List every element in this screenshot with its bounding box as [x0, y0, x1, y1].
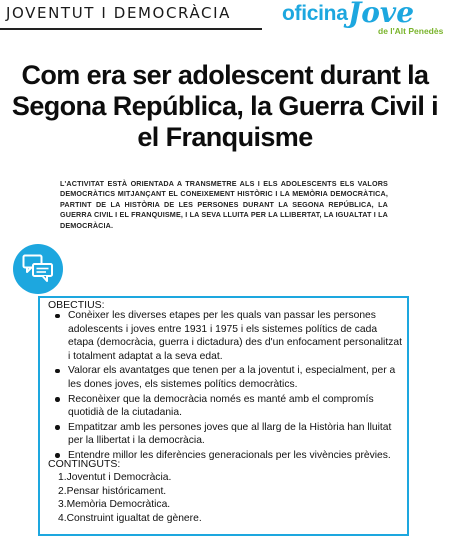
- objective-item: Conèixer les diverses etapes per les quals van passar les persones adolescents i joves entre 1931 i 1975 i els sistemes polítics de cada etapa (democràcia, guerra i dictadura) des d'un enfocament personalitzat i totalment adaptat a la seva edat.: [50, 309, 402, 363]
- logo-word-oficina: oficina: [282, 2, 348, 25]
- content-item: 4.Construint igualtat de gènere.: [58, 512, 202, 524]
- content-item: 2.Pensar históricament.: [58, 485, 167, 497]
- logo-word-jove: Jove: [348, 0, 415, 29]
- objective-item: Valorar els avantatges que tenen per a la joventut i, especialment, per a les dones joves, els sistemes polítics democràtics.: [50, 364, 402, 391]
- objective-item: Empatitzar amb les persones joves que al llarg de la Història han lluitat per la llibertat i la democràcia.: [50, 421, 402, 448]
- chat-bubbles-icon: [13, 244, 63, 294]
- contents-heading: CONTINGUTS:: [48, 458, 121, 470]
- contents-list: [58, 471, 202, 525]
- content-item: 3.Memòria Democràtica.: [58, 499, 171, 511]
- main-title: Com era ser adolescent durant la Segona República, la Guerra Civil i el Franquisme: [11, 60, 439, 152]
- objectives-heading: OBECTIUS:: [48, 299, 105, 311]
- series-title: JOVENTUT I DEMOCRÀCIA: [6, 4, 232, 22]
- chat-bubbles-icon-graphic: [22, 254, 54, 284]
- objective-item: Entendre millor les diferències generacionals per les vivències prèvies.: [50, 449, 402, 463]
- objectives-list: [50, 309, 402, 464]
- objective-item: Reconèixer que la democràcia només es manté amb el compromís quotidià de la ciutadania.: [50, 393, 402, 420]
- header-underline: [0, 28, 262, 30]
- oficina-jove-logo: [282, 0, 450, 40]
- content-item: 1.Joventut i Democràcia.: [58, 472, 172, 483]
- page-header: [0, 0, 450, 42]
- logo-subtitle: de l'Alt Penedès: [378, 26, 444, 36]
- intro-paragraph: L'ACTIVITAT ESTÀ ORIENTADA A TRANSMETRE ALS I ELS ADOLESCENTS ELS VALORS DEMOCRÀTICS MITJANÇANT EL CONEIXEMENT HISTÒRIC I LA MEMÒRIA DEMOCRÀTICA, PARTINT DE LA HISTÒRIA DE LES PERSONES DURANT LA SEGONA REPÚBLICA, LA GUERRA CIVIL I EL FRANQUISME, I LA SEVA LLUITA PER LA LLIBERTAT, LA IGUALTAT I LA DEMOCRÀCIA.: [60, 179, 388, 230]
